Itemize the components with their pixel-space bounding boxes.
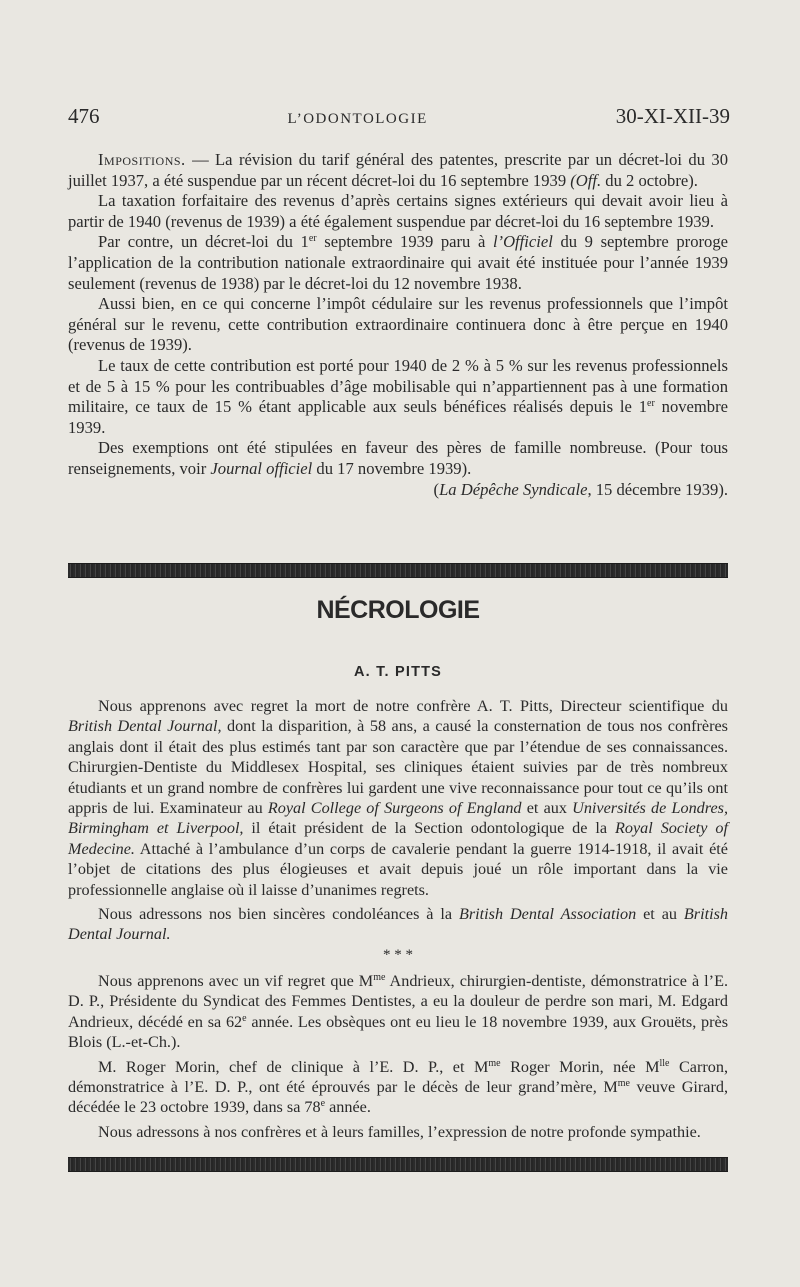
paragraph: Nous apprenons avec regret la mort de notre confrère A. T. Pitts, Directeur scientifique du British Dental Journal, dont la disparition, à 58 ans, a causé la consternation de tous nos confrères anglais dont il était des plus estimés tant par son caractère que par l’étendue de ses connaissances. Chirurgien-Dentiste du Middlesex Hospital, ses cliniques étaient suivies par de très nombreux étudiants et un grand nombre de confrères lui gardent une vive reconnaissance pour tout ce qu’ils ont appris de lui. Examinateur au Royal College of Surgeons of England et aux Universités de Londres, Birmingham et Liverpool, il était président de la Section odontologique de la Royal Society of Medecine. Attaché à l’ambulance d’un corps de cavalerie pendant la guerre 1914-1918, il avait été l’objet de citations des plus élogieuses et avait depuis joué un rôle important dans la vie professionnelle anglaise où il laisse d’unanimes regrets. — [68, 697, 729, 899]
paragraph: Des exemptions ont été stipulées en faveur des pères de famille nombreuse. (Pour tous renseignements, voir Journal officiel du 17 novembre 1939). — [68, 438, 728, 478]
paragraph: Le taux de cette contribution est porté pour 1940 de 2 % à 5 % sur les revenus professionnels et de 5 à 15 % pour les contribuables d’âge mobilisable qui n’appartiennent pas à une formation militaire, ce taux de 15 % étant applicable aux seuls bénéfices réalisés depuis le 1er novembre 1939. — [68, 355, 728, 437]
paragraph: Aussi bien, en ce qui concerne l’impôt cédulaire sur les revenus professionnels que l’impôt général sur le revenu, cette contribution extraordinaire continuera donc à être perçue en 1940 (revenus de 1939). — [68, 294, 728, 355]
journal-title: L’ODONTOLOGIE — [287, 111, 428, 127]
paragraph: M. Roger Morin, chef de clinique à l’E. D. P., et $M^{me}$ Roger Morin, née $M^{lle}$ Carron, démonstratrice à l’E. D. P., ont été éprouvés par le décès de leur grand’mère, $M^{me}$ veuve Girard, décédée le 23 octobre 1939, dans sa 78e année. — [68, 1057, 729, 1117]
paragraph: Nous apprenons avec un vif regret que $M^{me}$ Andrieux, chirurgien-dentiste, démonstratrice à l’E. D. P., Présidente du Syndicat des Femmes Dentistes, a eu la douleur de perdre son mari, M. Edgard Andrieux, décédé en sa 62e année. Les obsèques ont eu lieu le 18 novembre 1939, aux Grouëts, près Blois (L.-et-Ch.). — [68, 971, 729, 1052]
impositions-article — [68, 150, 728, 500]
paragraph: Impositions. — La révision du tarif général des patentes, prescrite par un décret-loi du 30 juillet 1937, a été suspendue par un récent décret-loi du 16 septembre 1939 (Off. du 2 octobre). — [68, 150, 728, 190]
paragraph: La taxation forfaitaire des revenus d’après certains signes extérieurs qui devait avoir lieu à partir de 1940 (revenus de 1939) a été également suspendue par décret-loi du 16 septembre 1939. — [68, 191, 728, 231]
article-lead: Impositions. — [98, 150, 186, 169]
source-citation: (La Dépêche Syndicale, 15 décembre 1939). — [433, 479, 728, 499]
page-number: 476 — [68, 104, 100, 128]
section-divider — [68, 563, 728, 578]
paragraph: Nous adressons nos bien sincères condoléances à la British Dental Association et au British Dental Journal. — [68, 905, 728, 944]
asterism: * * * — [383, 946, 413, 963]
obituary-heading: A. T. PITTS — [353, 664, 443, 680]
paragraph: Nous adressons à nos confrères et à leurs familles, l’expression de notre profonde sympathie. — [98, 1122, 701, 1141]
necrologie-article — [68, 696, 728, 1142]
paragraph: Par contre, un décret-loi du 1er septembre 1939 paru à l’Officiel du 9 septembre proroge l’application de la contribution nationale extraordinaire qui avait été instituée pour l’année 1939 seulement (revenus de 1938) par le décret-loi du 12 novembre 1938. — [68, 232, 728, 293]
section-title: NÉCROLOGIE — [316, 596, 480, 624]
issue-date: 30-XI-XII-39 — [615, 104, 730, 128]
running-header — [68, 104, 730, 129]
section-divider — [68, 1157, 728, 1172]
